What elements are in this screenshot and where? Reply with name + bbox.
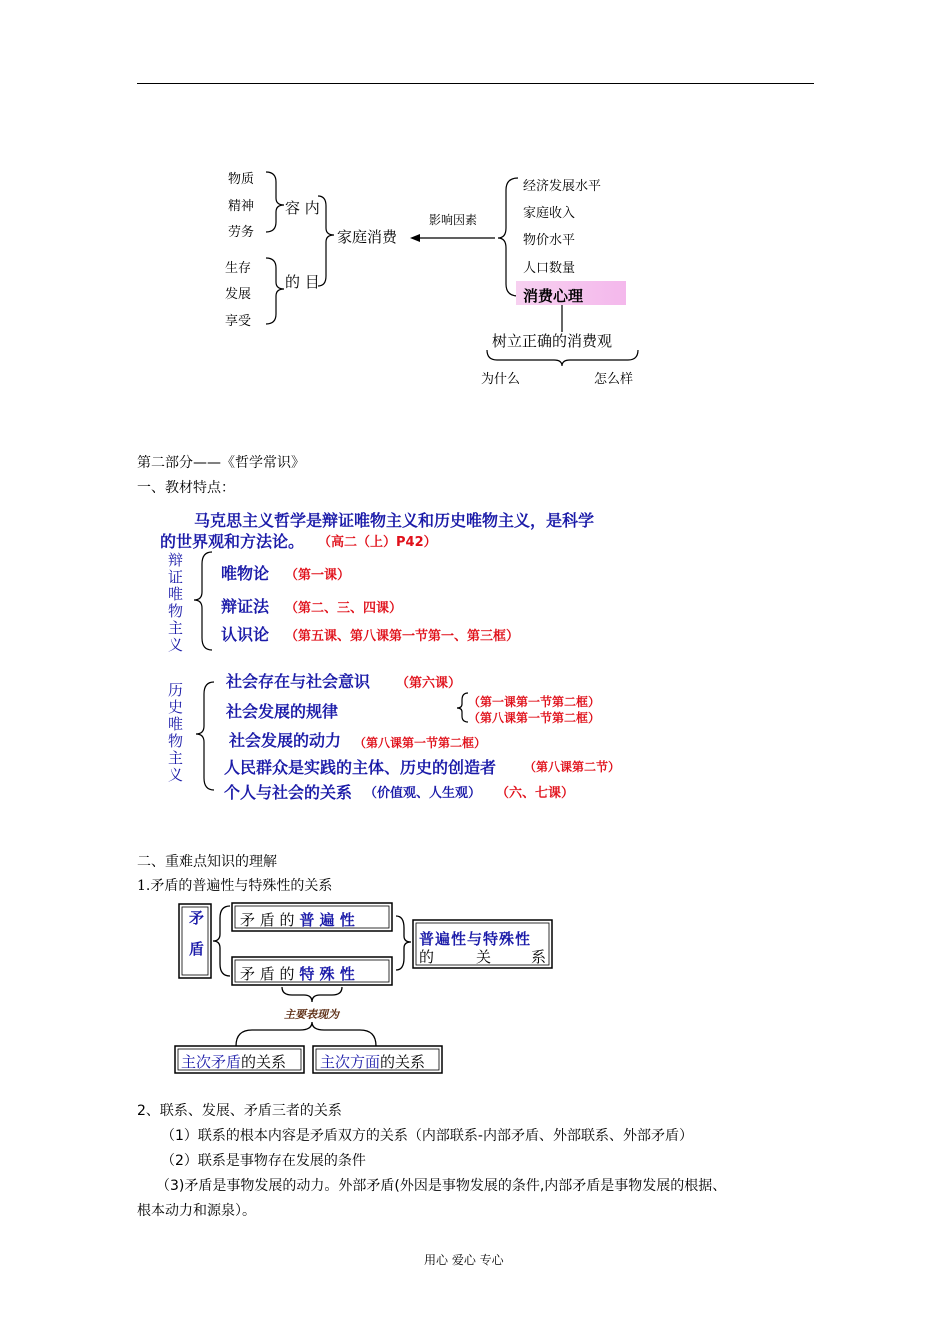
intro-line: 马克思主义哲学是辩证唯物主义和历史唯物主义，是科学 — [194, 511, 595, 530]
box-text: 矛 盾 的 — [240, 911, 300, 929]
group2-ref: （第一课第一节第二框） — [468, 695, 601, 709]
factor-item: 人口数量 — [523, 261, 576, 276]
footer-text: 用心 爱心 专心 — [424, 1253, 504, 1267]
group2-item: 社会发展的动力 — [229, 731, 342, 750]
content-item: 劳务 — [228, 225, 255, 240]
part2-heading: 二、重难点知识的理解 — [137, 854, 277, 870]
group2-ref: （第八课第一节第二框） — [468, 711, 601, 725]
part3-item2: 2、联系、发展、矛盾三者的关系 — [137, 1103, 342, 1119]
intro-reference: （高二（上）P42） — [318, 535, 437, 550]
relation-box-line1: 普遍性与特殊性 — [419, 930, 532, 948]
factor-item: 物价水平 — [523, 233, 576, 248]
contradiction-box: 矛盾 — [187, 910, 205, 972]
group1-ref: （第一课） — [285, 568, 351, 583]
group1-item: 认识论 — [221, 625, 270, 644]
group1-ref: （第二、三、四课） — [285, 601, 403, 616]
box-text: 矛 盾 的 — [240, 965, 300, 983]
purpose-item: 享受 — [225, 314, 252, 329]
part3-paragraph: 根本动力和源泉）。 — [137, 1203, 256, 1219]
part3-paragraph: （3)矛盾是事物发展的动力。外部矛盾(外因是事物发展的条件,内部矛盾是事物发展的根据、 — [156, 1178, 727, 1194]
group2-ref: （第八课第一节第二框） — [354, 736, 487, 750]
content-item: 精神 — [228, 199, 255, 214]
section-subtitle: 一、教材特点： — [137, 480, 235, 496]
factor-item: 家庭收入 — [523, 206, 576, 221]
group2-ref: （第八课第二节） — [524, 760, 621, 774]
group2-item: 社会发展的规律 — [226, 702, 339, 721]
group2-label: 历史唯物主义 — [166, 682, 184, 784]
main-manifest-label: 主要表现为 — [284, 1008, 339, 1021]
part2-item1: 1.矛盾的普遍性与特殊性的关系 — [137, 878, 333, 894]
intro-line: 的世界观和方法论。 — [160, 532, 305, 551]
factor-item: 经济发展水平 — [523, 179, 602, 194]
center-node: 家庭消费 — [337, 228, 398, 246]
bottom-left-node: 为什么 — [481, 372, 521, 387]
relation-box-line2: 的 — [419, 948, 435, 966]
section-title: 第二部分——《哲学常识》 — [137, 455, 305, 471]
group2-item-paren: （价值观、人生观） — [364, 786, 482, 801]
arrow-label: 影响因素 — [429, 213, 478, 227]
box-keyword: 特 殊 性 — [299, 965, 355, 983]
relation-box-line2: 系 — [531, 948, 547, 966]
group2-item: 人民群众是实践的主体、历史的创造者 — [224, 758, 497, 777]
bottom-node: 树立正确的消费观 — [492, 332, 613, 350]
relation-box-line2: 关 — [476, 948, 492, 966]
group1-item: 唯物论 — [221, 564, 270, 583]
purpose-item: 生存 — [225, 261, 252, 276]
bottom-right-node: 怎么样 — [594, 372, 634, 387]
box-keyword: 普 遍 性 — [299, 911, 355, 929]
highlight-node: 消费心理 — [523, 287, 584, 305]
part3-paragraph: （2）联系是事物存在发展的条件 — [161, 1153, 366, 1169]
leaf-primary-secondary-aspect — [320, 1051, 425, 1072]
leaf-keyword: 主次方面 — [320, 1053, 381, 1071]
leaf-keyword: 主次矛盾 — [181, 1053, 242, 1071]
group1-label: 辩证唯物主义 — [166, 552, 184, 654]
content-label: 容 内 — [285, 199, 320, 217]
leaf-text: 的关系 — [380, 1053, 426, 1071]
group2-ref: （六、七课） — [496, 786, 575, 801]
leaf-text: 的关系 — [241, 1053, 287, 1071]
content-item: 物质 — [228, 172, 255, 187]
leaf-primary-secondary-contradiction — [181, 1051, 286, 1072]
particularity-box — [240, 963, 355, 984]
group1-item: 辩证法 — [221, 597, 270, 616]
universality-box — [240, 909, 355, 930]
group2-item: 社会存在与社会意识 — [226, 672, 371, 691]
group1-ref: （第五课、第八课第一节第一、第三框） — [285, 629, 520, 644]
group2-ref: （第六课） — [396, 676, 462, 691]
purpose-label: 的 目 — [285, 273, 320, 291]
part3-paragraph: （1）联系的根本内容是矛盾双方的关系（内部联系-内部矛盾、外部联系、外部矛盾） — [161, 1128, 693, 1144]
group2-item: 个人与社会的关系 — [224, 783, 353, 802]
purpose-item: 发展 — [225, 287, 252, 302]
